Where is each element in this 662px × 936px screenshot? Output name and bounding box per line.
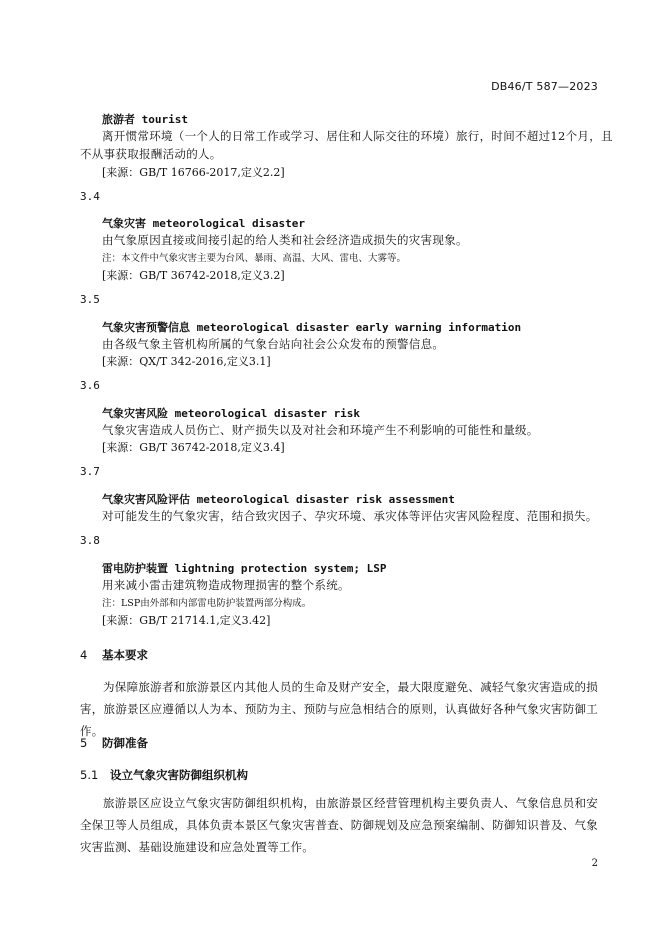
subsection-paragraph: 旅游景区应设立气象灾害防御组织机构，由旅游景区经营管理机构主要负责人、气象信息员和安全保卫等人员组成，具体负责本景区气象灾害普查、防御规划及应急预案编制、防御知识普及、气象灾害监测、基础设施建设和应急处置等工作。	[80, 796, 598, 854]
clause-number: 3.8	[80, 534, 100, 547]
source-citation: [来源：GB/T 36742-2018,定义3.2]	[102, 269, 285, 282]
definition-text: 由各级气象主管机构所属的气象台站向社会公众发布的预警信息。	[102, 337, 445, 351]
definition-line-2: 不从事获取报酬活动的人。	[80, 147, 222, 161]
term-meteorological-disaster: 气象灾害 meteorological disaster	[102, 217, 305, 230]
source-citation: [来源：GB/T 21714.1,定义3.42]	[102, 614, 271, 627]
document-id-header: DB46/T 587—2023	[491, 80, 598, 93]
section-paragraph: 为保障旅游者和旅游景区内其他人员的生命及财产安全，最大限度避免、减轻气象灾害造成的损害，旅游景区应遵循以人为本、预防为主、预防与应急相结合的原则，认真做好各种气象灾害防御工作。	[80, 680, 598, 738]
definition-text: 由气象原因直接或间接引起的给人类和社会经济造成损失的灾害现象。	[102, 233, 468, 247]
source-citation: [来源：GB/T 36742-2018,定义3.4]	[102, 441, 285, 454]
section-title: 基本要求	[102, 648, 148, 662]
term-disaster-early-warning: 气象灾害预警信息 meteorological disaster early warning information	[102, 321, 522, 334]
term-tourist: 旅游者 tourist	[102, 113, 188, 126]
section-heading	[80, 647, 148, 663]
subsection-heading	[80, 767, 248, 783]
term-disaster-risk-assessment: 气象灾害风险评估 meteorological disaster risk assessment	[102, 493, 455, 506]
subsection-title: 设立气象灾害防御组织机构	[110, 768, 248, 782]
source-citation: [来源：GB/T 16766-2017,定义2.2]	[102, 166, 285, 179]
clause-number: 3.7	[80, 465, 100, 478]
section-heading	[80, 735, 148, 751]
definition-text: 对可能发生的气象灾害，结合致灾因子、孕灾环境、承灾体等评估灾害风险程度、范围和损失。	[102, 509, 598, 523]
note-text: 注：LSP由外部和内部雷电防护装置两部分构成。	[102, 598, 312, 609]
clause-number: 3.4	[80, 190, 100, 203]
term-lightning-protection: 雷电防护装置 lightning protection system; LSP	[102, 562, 387, 575]
section-title: 防御准备	[102, 736, 148, 750]
note-text: 注：本文件中气象灾害主要为台风、暴雨、高温、大风、雷电、大雾等。	[102, 253, 407, 264]
term-disaster-risk: 气象灾害风险 meteorological disaster risk	[102, 407, 361, 420]
definition-line-1: 离开惯常环境（一个人的日常工作或学习、居住和人际交往的环境）旅行，时间不超过12个月，且	[102, 129, 613, 143]
subsection-number: 5.1	[80, 768, 99, 782]
page-number: 2	[591, 858, 598, 869]
definition-text: 气象灾害造成人员伤亡、财产损失以及对社会和环境产生不利影响的可能性和量级。	[102, 423, 539, 437]
source-citation: [来源：QX/T 342-2016,定义3.1]	[102, 355, 271, 368]
section-number: 4	[80, 648, 88, 662]
clause-number: 3.5	[80, 293, 100, 306]
definition-text: 用来减小雷击建筑物造成物理损害的整个系统。	[102, 578, 350, 592]
section-number: 5	[80, 736, 88, 750]
clause-number: 3.6	[80, 379, 100, 392]
